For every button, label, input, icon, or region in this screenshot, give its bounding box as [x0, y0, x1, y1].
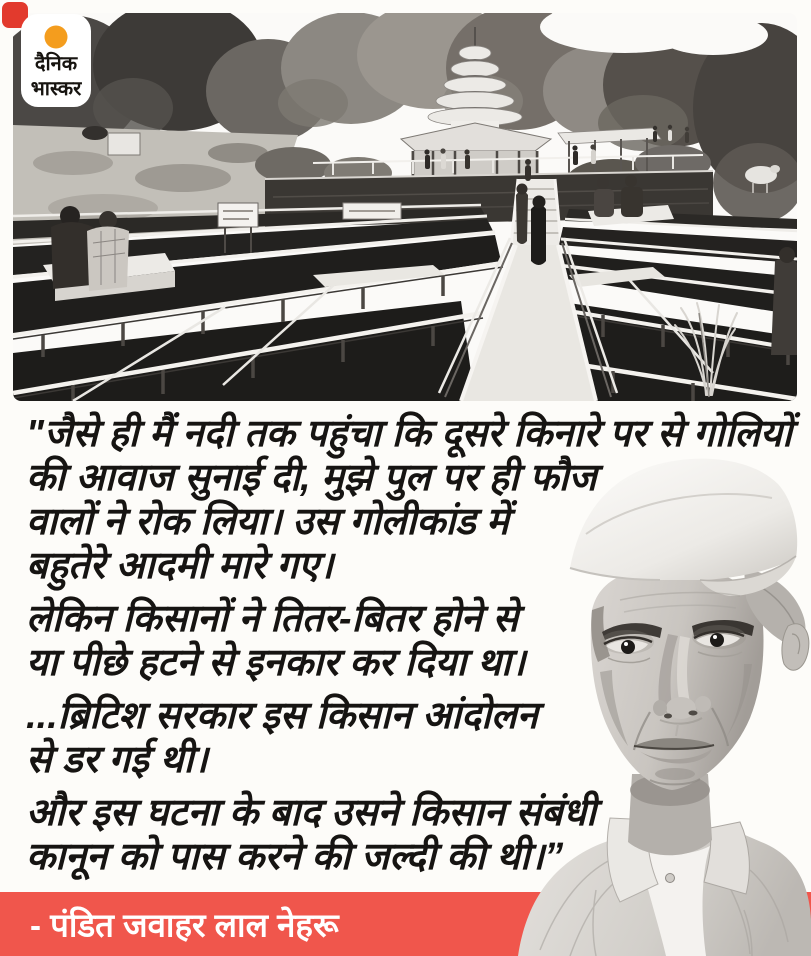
quote-line: बहुतेरे आदमी मारे गए।	[26, 545, 334, 587]
logo-line-2: भास्कर	[30, 78, 82, 100]
quote-line: लेकिन किसानों ने तितर-बितर होने से	[26, 598, 519, 640]
memorial-park-scene	[13, 13, 797, 401]
nehru-portrait	[500, 450, 811, 956]
memorial-park-photo	[13, 13, 797, 401]
attribution-text: - पंडित जवाहर लाल नेहरू	[30, 906, 339, 944]
quote-line: की आवाज सुनाई दी, मुझे पुल पर ही फौज	[26, 457, 597, 499]
logo-line-1: दैनिक	[34, 53, 78, 75]
quote-line: से डर गई थी।	[26, 739, 208, 781]
quote-line: "जैसे ही मैं नदी तक पहुंचा कि दूसरे किनारे पर से गोलियों	[26, 413, 792, 455]
logo-text	[21, 52, 91, 102]
dainik-bhaskar-logo	[21, 14, 91, 107]
quote-line: और इस घटना के बाद उसने किसान संबंधी	[26, 792, 596, 834]
quote-line: कानून को पास करने की जल्दी की थी।”	[26, 836, 564, 878]
quote-line: या पीछे हटने से इनकार कर दिया था।	[26, 642, 526, 684]
quote-line: ...ब्रिटिश सरकार इस किसान आंदोलन	[26, 695, 538, 737]
quote-line: वालों ने रोक लिया। उस गोलीकांड में	[26, 501, 509, 543]
nehru-portrait-drawing	[500, 450, 811, 956]
sun-icon	[45, 26, 68, 49]
